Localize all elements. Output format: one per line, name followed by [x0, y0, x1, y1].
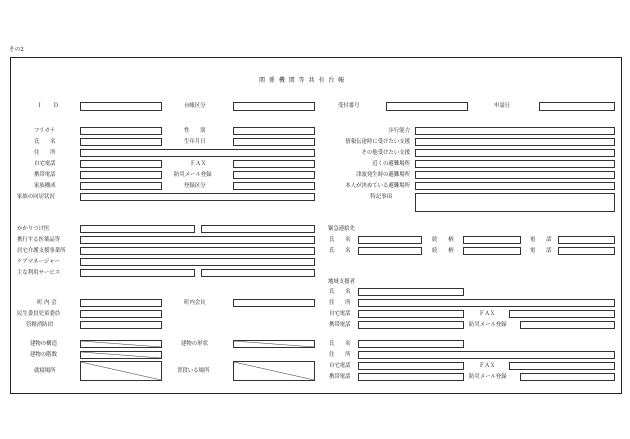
ledger-type-label: 台帳区分 [184, 103, 206, 109]
receipt-no-label: 受付番号 [338, 103, 360, 109]
family-absent-field[interactable] [80, 193, 315, 201]
floors-field[interactable] [80, 351, 162, 359]
tsunami-shelter-label: 津波発生時の避難場所 [356, 172, 410, 178]
page-label: その2 [9, 47, 24, 53]
emergency-relation-label-2: 続 柄 [432, 248, 454, 254]
doctor-label: かかりつけ医 [17, 226, 50, 232]
emergency-name-label-2: 氏 名 [329, 248, 351, 254]
doctor-field-1[interactable] [80, 225, 195, 233]
emergency-relation-field-2[interactable] [463, 247, 521, 255]
supporter2-fax-label: ＦＡＸ [479, 363, 496, 369]
address-label: 住 所 [34, 150, 56, 156]
care-manager-label: ケアマネージャー [17, 259, 60, 265]
birthdate-field[interactable] [233, 138, 315, 146]
structure-field[interactable] [80, 340, 162, 348]
fax-field[interactable] [233, 160, 315, 168]
apply-date-label: 申請日 [494, 103, 511, 109]
services-label: 主な利用サービス [17, 270, 61, 276]
emergency-phone-label-1: 電 話 [530, 237, 552, 243]
family-label: 家族構成 [34, 183, 56, 189]
council-head-field[interactable] [233, 299, 315, 307]
family-absent-label: 家族の同居状況 [17, 194, 55, 200]
emergency-phone-field-1[interactable] [558, 236, 615, 244]
supporter1-fax-label: ＦＡＸ [479, 311, 496, 317]
welfare-field[interactable] [80, 310, 162, 318]
other-field[interactable] [415, 149, 615, 157]
floors-label: 建物の階数 [30, 352, 57, 358]
supporter1-fax-field[interactable] [509, 310, 615, 318]
emergency-heading: 緊急連絡先 [328, 226, 355, 232]
id-field[interactable] [80, 102, 162, 111]
supporter2-home-phone-label: 自宅電話 [329, 363, 351, 369]
furigana-label: フリガナ [34, 128, 56, 134]
other-label: その他受けたい支援 [361, 150, 410, 156]
emergency-relation-label-1: 続 柄 [432, 237, 454, 243]
home-phone-field[interactable] [80, 160, 162, 168]
structure-label: 建物の構造 [30, 341, 57, 347]
supporter1-mobile-field[interactable] [358, 321, 464, 329]
address-field[interactable] [80, 149, 315, 157]
gender-label: 性 別 [184, 128, 206, 134]
supporter2-mobile-label: 携帯電話 [329, 374, 351, 380]
disaster-mail-field[interactable] [233, 171, 315, 179]
name-label: 氏 名 [34, 139, 56, 145]
services-field-1[interactable] [80, 269, 195, 277]
doctor-field-2[interactable] [201, 225, 315, 233]
usual-place-label: 普段いる場所 [177, 368, 210, 374]
notes-label: 特記事項 [370, 194, 392, 200]
supporter2-address-label: 住 所 [329, 352, 351, 358]
near-shelter-label: 近くの避難場所 [372, 161, 410, 167]
furigana-field[interactable] [80, 127, 162, 135]
supporter1-home-phone-field[interactable] [358, 310, 464, 318]
supporter1-address-field[interactable] [358, 299, 615, 307]
supporter2-name-label: 氏 名 [329, 341, 351, 347]
own-shelter-field[interactable] [415, 182, 615, 190]
welfare-label: 民生委員児童委員 [17, 311, 61, 317]
supporter1-name-field[interactable] [358, 288, 464, 296]
supporter2-fax-field[interactable] [509, 362, 615, 370]
supporter2-mail-field[interactable] [520, 373, 615, 381]
usual-place-field[interactable] [233, 361, 315, 381]
fax-label: ＦＡＸ [190, 161, 207, 167]
supporter2-home-phone-field[interactable] [358, 362, 464, 370]
emergency-name-field-2[interactable] [358, 247, 422, 255]
bedroom-label: 就寝場所 [34, 368, 56, 374]
supporter2-address-field[interactable] [358, 351, 615, 359]
form-title: 関 係 機 関 等 共 有 台 帳 [259, 77, 346, 84]
own-shelter-label: 本人が決めている避難場所 [345, 183, 410, 189]
emergency-phone-field-2[interactable] [558, 247, 615, 255]
tsunami-shelter-field[interactable] [415, 171, 615, 179]
family-field[interactable] [80, 182, 162, 190]
services-field-2[interactable] [201, 269, 315, 277]
reg-category-label: 登録区分 [184, 183, 206, 189]
mobile-phone-label: 携帯電話 [34, 172, 56, 178]
care-office-field[interactable] [80, 247, 315, 255]
supporter1-mail-field[interactable] [520, 321, 615, 329]
supporter-heading: 地域支援者 [328, 279, 355, 285]
supporter2-name-field[interactable] [358, 340, 464, 348]
disaster-mail-label: 防災メール登録 [174, 172, 212, 178]
emergency-name-label-1: 氏 名 [329, 237, 351, 243]
name-field[interactable] [80, 138, 162, 146]
council-head-label: 町内会長 [184, 300, 206, 306]
shape-label: 建物の形状 [181, 341, 208, 347]
shape-field[interactable] [233, 340, 315, 348]
emergency-phone-label-2: 電 話 [530, 248, 552, 254]
emergency-relation-field-1[interactable] [463, 236, 521, 244]
info-field[interactable] [415, 138, 615, 146]
supporter1-name-label: 氏 名 [329, 289, 351, 295]
bedroom-field[interactable] [80, 361, 162, 381]
supporter1-mail-label: 防災メール登録 [469, 322, 507, 328]
supporter2-mail-label: 防災メール登録 [469, 374, 507, 380]
supporter1-address-label: 住 所 [329, 300, 351, 306]
council-label: 町 内 会 [37, 300, 57, 306]
supporter1-home-phone-label: 自宅電話 [329, 311, 351, 317]
emergency-name-field-1[interactable] [358, 236, 422, 244]
id-label: Ｉ Ｄ [37, 103, 59, 109]
medical-device-field[interactable] [80, 236, 315, 244]
info-label: 情報伝達時に受けたい支援 [345, 139, 410, 145]
fire-label: 管轄消防団 [26, 322, 53, 328]
mobile-phone-field[interactable] [80, 171, 162, 179]
near-shelter-field[interactable] [415, 160, 615, 168]
birthdate-label: 生年月日 [184, 139, 206, 145]
home-phone-label: 自宅電話 [34, 161, 56, 167]
ledger-type-field[interactable] [233, 102, 315, 111]
notes-field[interactable] [415, 193, 615, 212]
supporter1-mobile-label: 携帯電話 [329, 322, 351, 328]
supporter2-mobile-field[interactable] [358, 373, 464, 381]
fire-field[interactable] [80, 321, 162, 329]
care-manager-field[interactable] [80, 258, 315, 266]
receipt-no-field[interactable] [386, 102, 468, 111]
gender-field[interactable] [233, 127, 315, 135]
care-office-label: 居宅介護支援事業所 [17, 248, 66, 254]
apply-date-field[interactable] [539, 102, 615, 111]
council-field[interactable] [80, 299, 162, 307]
reg-category-field[interactable] [233, 182, 315, 190]
medical-device-label: 携行する医薬品等 [17, 237, 61, 243]
walk-label: 歩行能力 [388, 128, 410, 134]
walk-field[interactable] [415, 127, 615, 135]
